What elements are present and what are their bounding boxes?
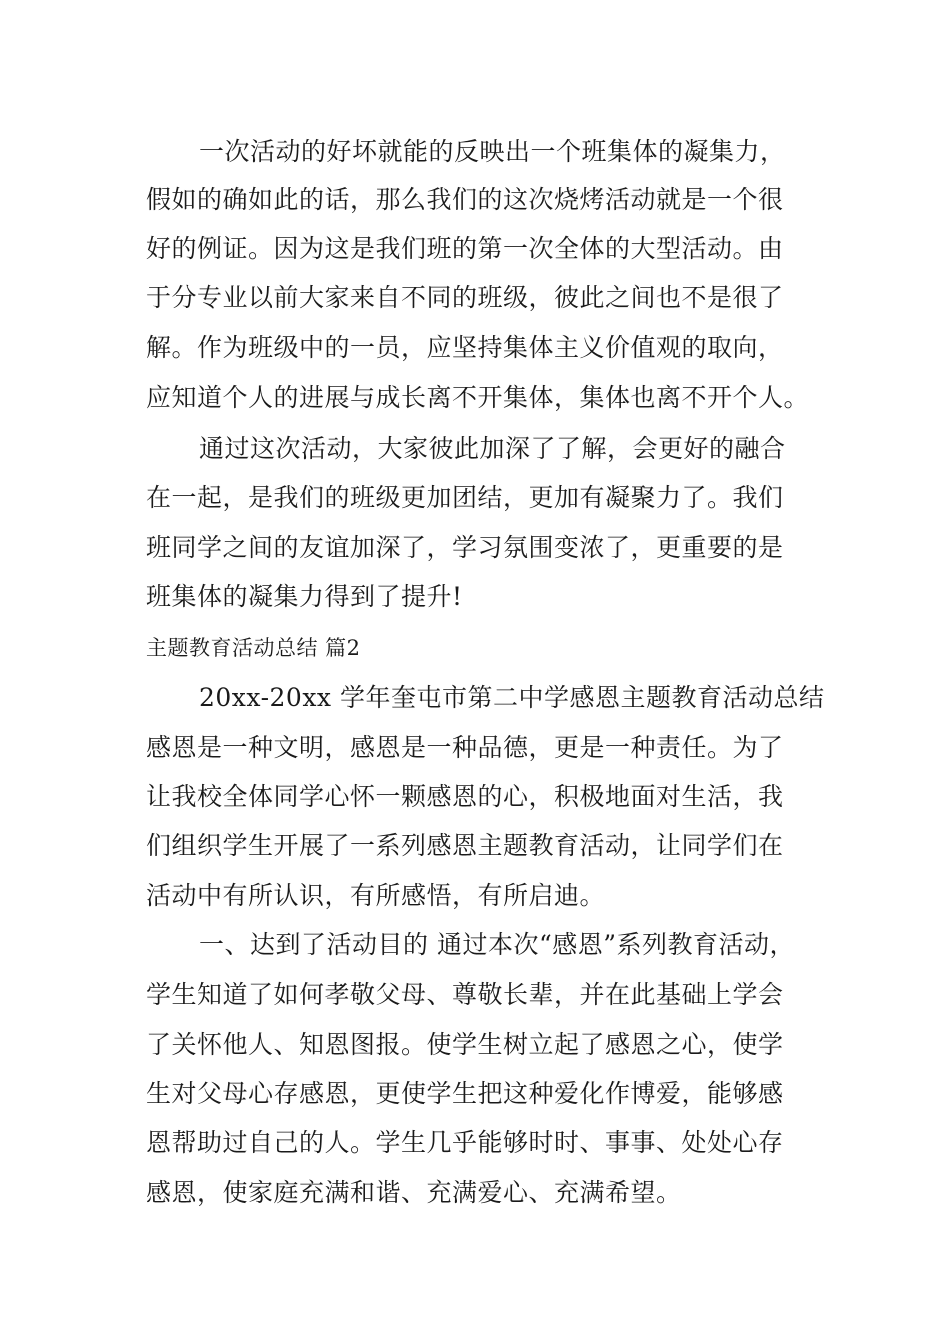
paragraph-line: 班集体的凝集力得到了提升! bbox=[146, 582, 463, 611]
paragraph-line: 解。作为班级中的一员，应坚持集体主义价值观的取向， bbox=[146, 333, 784, 362]
paragraph-line: 们组织学生开展了一系列感恩主题教育活动，让同学们在 bbox=[146, 831, 784, 860]
paragraph-line: 班同学之间的友谊加深了，学习氛围变浓了，更重要的是 bbox=[146, 533, 784, 562]
paragraph-line: 一、达到了活动目的 通过本次“感恩”系列教育活动， bbox=[199, 930, 796, 959]
paragraph-line: 应知道个人的进展与成长离不开集体，集体也离不开个人。 bbox=[146, 383, 810, 412]
paragraph-line: 让我校全体同学心怀一颗感恩的心，积极地面对生活，我 bbox=[146, 782, 784, 811]
paragraph-line: 于分专业以前大家来自不同的班级，彼此之间也不是很了 bbox=[146, 283, 784, 312]
paragraph-line: 好的例证。因为这是我们班的第一次全体的大型活动。由 bbox=[146, 234, 784, 263]
paragraph-line: 感恩，使家庭充满和谐、充满爱心、充满希望。 bbox=[146, 1178, 682, 1207]
paragraph-line: 生对父母心存感恩，更使学生把这种爱化作博爱，能够感 bbox=[146, 1079, 784, 1108]
paragraph-line: 学生知道了如何孝敬父母、尊敬长辈，并在此基础上学会 bbox=[146, 980, 784, 1009]
paragraph-line: 感恩是一种文明，感恩是一种品德，更是一种责任。为了 bbox=[146, 733, 784, 762]
paragraph-line: 一次活动的好坏就能的反映出一个班集体的凝集力， bbox=[199, 137, 786, 166]
paragraph-line: 活动中有所认识，有所感悟，有所启迪。 bbox=[146, 881, 606, 910]
paragraph-line: 20xx-20xx 学年奎屯市第二中学感恩主题教育活动总结 bbox=[199, 683, 825, 712]
section-heading: 主题教育活动总结 篇2 bbox=[146, 636, 361, 660]
paragraph-line: 在一起，是我们的班级更加团结，更加有凝聚力了。我们 bbox=[146, 483, 784, 512]
paragraph-line: 假如的确如此的话，那么我们的这次烧烤活动就是一个很 bbox=[146, 185, 784, 214]
paragraph-line: 了关怀他人、知恩图报。使学生树立起了感恩之心，使学 bbox=[146, 1030, 784, 1059]
paragraph-line: 通过这次活动，大家彼此加深了了解，会更好的融合 bbox=[199, 434, 786, 463]
paragraph-line: 恩帮助过自己的人。学生几乎能够时时、事事、处处心存 bbox=[146, 1128, 784, 1157]
